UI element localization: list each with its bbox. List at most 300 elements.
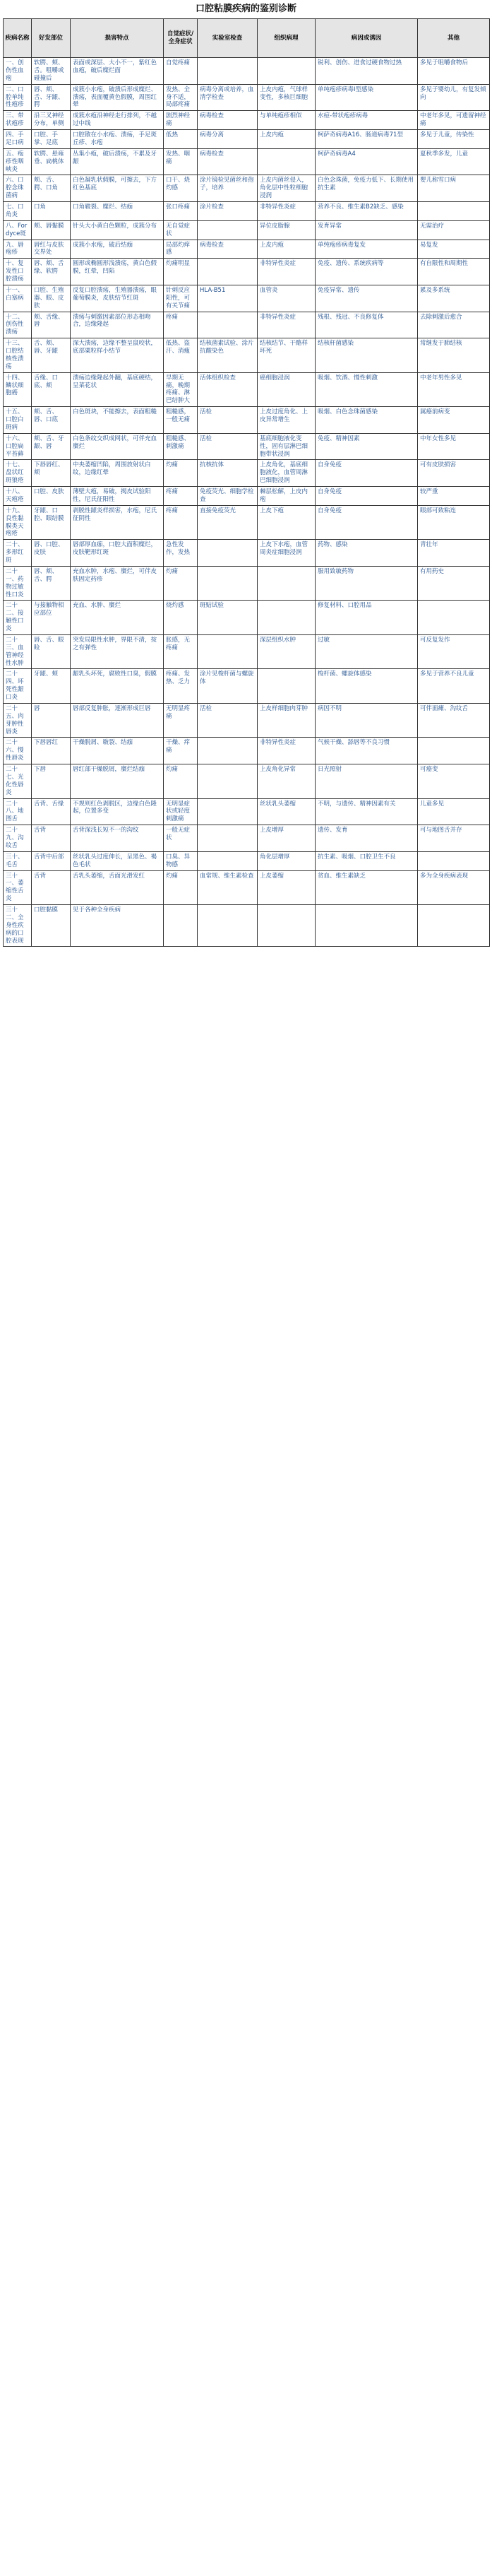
table-cell: 异位皮脂腺 xyxy=(258,220,316,240)
table-cell: 白色凝乳状假膜，可擦去，下方红色基底 xyxy=(71,175,164,202)
table-cell: 免疫异常、遗传 xyxy=(316,285,418,312)
table-cell: 成簇小水疱，破溃后形成糜烂、溃疡，表面覆黄色假膜，周围红晕 xyxy=(71,84,164,111)
table-cell: 三十一、萎缩性舌炎 xyxy=(4,870,32,905)
table-cell: 下唇 xyxy=(32,764,71,799)
table-cell: 口腔散在小水疱、溃疡，手足斑丘疹、水疱 xyxy=(71,130,164,149)
table-cell: 剧烈神经痛 xyxy=(164,111,198,130)
table-cell xyxy=(418,202,490,221)
table-cell: 有用药史 xyxy=(418,566,490,601)
table-cell: 舌缘、口底、颊 xyxy=(32,372,71,407)
table-cell: 下唇唇红 xyxy=(32,738,71,764)
table-cell: 有自限性和周期性 xyxy=(418,259,490,285)
table-row xyxy=(4,798,490,825)
table-row xyxy=(4,601,490,635)
table-cell: 气候干燥、舔唇等不良习惯 xyxy=(316,738,418,764)
table-cell: 二十六、慢性唇炎 xyxy=(4,738,32,764)
table-cell: 棘层松解，上皮内疱 xyxy=(258,487,316,506)
table-cell: 上皮下水疱，血管周炎症细胞浸润 xyxy=(258,540,316,567)
table-row xyxy=(4,338,490,373)
table-cell: 充血、水肿、糜烂 xyxy=(71,601,164,635)
table-cell: 七、口角炎 xyxy=(4,202,32,221)
table-cell: 无明显疼痛 xyxy=(164,703,198,738)
table-cell: 多为全身疾病表现 xyxy=(418,870,490,905)
table-cell xyxy=(198,220,258,240)
table-cell: 舌背深浅长短不一的沟纹 xyxy=(71,825,164,852)
table-cell: 唇部反复肿胀，逐渐形成巨唇 xyxy=(71,703,164,738)
table-cell: 上皮内疱，气球样变性，多核巨细胞 xyxy=(258,84,316,111)
table-cell xyxy=(198,312,258,338)
table-cell: 胀感，无疼痛 xyxy=(164,634,198,669)
table-cell: 中央萎缩凹陷，周围放射状白纹，边缘红晕 xyxy=(71,460,164,487)
table-cell: 属癌前病变 xyxy=(418,407,490,434)
table-cell: 丛集小疱，破后溃疡，不累及牙龈 xyxy=(71,148,164,175)
table-cell: 充血水肿，水疱、糜烂，可伴皮肤固定药疹 xyxy=(71,566,164,601)
table-cell: 病毒分离或培养，血清学检查 xyxy=(198,84,258,111)
table-row xyxy=(4,738,490,764)
table-cell: 与单纯疱疹相似 xyxy=(258,111,316,130)
table-cell: 丝状乳头过度伸长，呈黑色、褐色毛状 xyxy=(71,851,164,870)
table-cell: 二十二、接触性口炎 xyxy=(4,601,32,635)
table-cell: 涂片见梭杆菌与螺旋体 xyxy=(198,669,258,704)
table-row xyxy=(4,703,490,738)
table-cell: 十四、鳞状细胞癌 xyxy=(4,372,32,407)
table-row xyxy=(4,487,490,506)
table-cell: 活检 xyxy=(198,407,258,434)
table-cell: 梭杆菌、螺旋体感染 xyxy=(316,669,418,704)
table-cell: 口臭、异物感 xyxy=(164,851,198,870)
table-row xyxy=(4,870,490,905)
table-cell: 舌乳头萎缩，舌面光滑发红 xyxy=(71,870,164,905)
table-cell: 十一、白塞病 xyxy=(4,285,32,312)
table-cell xyxy=(198,905,258,947)
table-cell: 深大溃疡，边缘不整呈鼠咬状，底部粟粒样小结节 xyxy=(71,338,164,373)
table-cell: 颊、舌、唇、口底 xyxy=(32,407,71,434)
table-cell: 无需治疗 xyxy=(418,220,490,240)
table-cell: 急性发作，发热 xyxy=(164,540,198,567)
table-row xyxy=(4,130,490,149)
table-cell xyxy=(418,905,490,947)
table-cell: 一、创伤性血疱 xyxy=(4,58,32,85)
table-cell: 舌、颊、唇、牙龈 xyxy=(32,338,71,373)
table-cell: 四、手足口病 xyxy=(4,130,32,149)
table-cell: 水痘-带状疱疹病毒 xyxy=(316,111,418,130)
table-cell: 沿三叉神经分布，单侧 xyxy=(32,111,71,130)
table-cell: 唇 xyxy=(32,703,71,738)
table-cell: 颊、舌、腭、口角 xyxy=(32,175,71,202)
table-cell: 舌背中后部 xyxy=(32,851,71,870)
table-row xyxy=(4,175,490,202)
table-cell: 常继发于肺结核 xyxy=(418,338,490,373)
table-cell: 针刺反应阳性，可有关节痛 xyxy=(164,285,198,312)
table-row xyxy=(4,58,490,85)
table-row xyxy=(4,566,490,601)
table-cell xyxy=(418,601,490,635)
table-cell: 儿童多见 xyxy=(418,798,490,825)
table-cell: 血管炎 xyxy=(258,285,316,312)
table-cell xyxy=(258,669,316,704)
column-header: 其他 xyxy=(418,19,490,58)
table-cell: 残根、残冠、不良修复体 xyxy=(316,312,418,338)
table-cell: 口干、烧灼感 xyxy=(164,175,198,202)
table-cell: 成簇水疱沿神经走行排列，不越过中线 xyxy=(71,111,164,130)
table-cell: 上皮增厚 xyxy=(258,825,316,852)
table-cell: 白色斑块，不能擦去，表面粗糙 xyxy=(71,407,164,434)
table-cell: 烧灼感 xyxy=(164,601,198,635)
table-cell: 疼痛 xyxy=(164,312,198,338)
table-row xyxy=(4,905,490,947)
table-cell: 二、口腔单纯性疱疹 xyxy=(4,84,32,111)
table-cell xyxy=(418,851,490,870)
table-cell: 二十七、光化性唇炎 xyxy=(4,764,32,799)
table-row xyxy=(4,84,490,111)
table-cell xyxy=(164,905,198,947)
table-cell: 灼痛 xyxy=(164,566,198,601)
table-cell: 二十三、血管神经性水肿 xyxy=(4,634,32,669)
table-cell xyxy=(198,58,258,85)
table-cell: 服用致敏药物 xyxy=(316,566,418,601)
table-cell: 牙龈、颊 xyxy=(32,669,71,704)
table-cell: 与接触物相应部位 xyxy=(32,601,71,635)
table-cell: 口腔、手掌、足底 xyxy=(32,130,71,149)
table-cell: 柯萨奇病毒A4 xyxy=(316,148,418,175)
table-cell: 抗核抗体 xyxy=(198,460,258,487)
table-cell: 张口疼痛 xyxy=(164,202,198,221)
table-cell: 病毒检查 xyxy=(198,111,258,130)
table-cell: 唇、口腔、皮肤 xyxy=(32,540,71,567)
table-row xyxy=(4,634,490,669)
table-cell: 血常规、维生素检查 xyxy=(198,870,258,905)
table-cell xyxy=(418,738,490,764)
table-cell: 单纯疱疹病毒I型感染 xyxy=(316,84,418,111)
table-cell: 灼痛 xyxy=(164,764,198,799)
table-cell: 多见于咀嚼食物后 xyxy=(418,58,490,85)
table-row xyxy=(4,312,490,338)
table-cell: 牙龈、口腔、眼结膜 xyxy=(32,505,71,540)
table-cell: 颊、舌、牙龈、唇 xyxy=(32,433,71,460)
table-cell: 剥脱性龈炎样损害，水疱，尼氏征阴性 xyxy=(71,505,164,540)
column-header: 自觉症状/全身症状 xyxy=(164,19,198,58)
table-cell: 涂片镜检见菌丝和孢子，培养 xyxy=(198,175,258,202)
table-cell xyxy=(198,634,258,669)
table-cell: 基底细胞液化变性，固有层淋巴细胞带状浸润 xyxy=(258,433,316,460)
column-header: 疾病名称 xyxy=(4,19,32,58)
table-cell: 口腔黏膜 xyxy=(32,905,71,947)
table-cell: 上皮内疱 xyxy=(258,130,316,149)
table-cell: 三十、毛舌 xyxy=(4,851,32,870)
table-cell: 灼痛 xyxy=(164,870,198,905)
table-cell: 活检 xyxy=(198,433,258,460)
table-cell: 十七、盘状红斑狼疮 xyxy=(4,460,32,487)
table-cell: 十六、口腔扁平苔藓 xyxy=(4,433,32,460)
table-cell xyxy=(198,566,258,601)
table-cell: 唇红部干燥脱屑，糜烂结痂 xyxy=(71,764,164,799)
table-cell xyxy=(258,905,316,947)
table-cell: 中老年多见，可遗留神经痛 xyxy=(418,111,490,130)
table-row xyxy=(4,505,490,540)
table-cell: 青壮年 xyxy=(418,540,490,567)
table-cell: 多见于儿童，传染性 xyxy=(418,130,490,149)
table-cell: 角化层增厚 xyxy=(258,851,316,870)
table-cell: 二十五、肉芽肿性唇炎 xyxy=(4,703,32,738)
table-cell: 无自觉症状 xyxy=(164,220,198,240)
table-cell: 非特异性炎症 xyxy=(258,202,316,221)
table-cell: 唇部厚血痂，口腔大面积糜烂，皮肤靶形红斑 xyxy=(71,540,164,567)
table-cell: 药物、感染 xyxy=(316,540,418,567)
table-cell: 锐利、创伤、进食过硬食物过热 xyxy=(316,58,418,85)
table-cell: 口角 xyxy=(32,202,71,221)
table-cell: 上皮过度角化、上皮异常增生 xyxy=(258,407,316,434)
table-cell: 灼痛 xyxy=(164,460,198,487)
table-cell: 十八、天疱疮 xyxy=(4,487,32,506)
table-cell: 六、口腔念珠菌病 xyxy=(4,175,32,202)
table-row xyxy=(4,259,490,285)
table-cell xyxy=(316,905,418,947)
table-cell: 唇、颊、舌、牙龈、腭 xyxy=(32,84,71,111)
table-row xyxy=(4,407,490,434)
table-cell: 干燥脱屑、皲裂、结痂 xyxy=(71,738,164,764)
table-cell: 自身免疫 xyxy=(316,505,418,540)
table-cell: 唇、舌、眼睑 xyxy=(32,634,71,669)
table-cell: 多见于婴幼儿，有复发倾向 xyxy=(418,84,490,111)
table-cell: 口角皲裂、糜烂、结痂 xyxy=(71,202,164,221)
table-cell: 反复口腔溃疡，生殖器溃疡，眼葡萄膜炎，皮肤结节红斑 xyxy=(71,285,164,312)
table-cell: 发热、咽痛 xyxy=(164,148,198,175)
table-cell: 白色念珠菌，免疫力低下、长期使用抗生素 xyxy=(316,175,418,202)
table-cell: 三十二、全身性疾病的口腔表现 xyxy=(4,905,32,947)
table-cell: 易复发 xyxy=(418,240,490,259)
table-cell: 上皮内疱 xyxy=(258,240,316,259)
table-cell: 深层组织水肿 xyxy=(258,634,316,669)
table-cell: 累及多系统 xyxy=(418,285,490,312)
diagnosis-table xyxy=(3,18,490,947)
column-header: 损害特点 xyxy=(71,19,164,58)
table-cell: 发热、全身不适，局部疼痛 xyxy=(164,84,198,111)
table-cell: 十九、良性黏膜类天疱疮 xyxy=(4,505,32,540)
table-cell xyxy=(198,738,258,764)
table-cell: 可癌变 xyxy=(418,764,490,799)
table-cell: 日光照射 xyxy=(316,764,418,799)
table-cell: 较严重 xyxy=(418,487,490,506)
table-cell xyxy=(198,259,258,285)
table-row xyxy=(4,240,490,259)
table-cell: 突发局限性水肿，界限不清，按之有弹性 xyxy=(71,634,164,669)
table-cell xyxy=(258,148,316,175)
table-cell: 二十九、沟纹舌 xyxy=(4,825,32,852)
table-row xyxy=(4,220,490,240)
table-cell: 免疫、遗传、系统疾病等 xyxy=(316,259,418,285)
table-cell: 圆形或椭圆形浅溃疡，黄白色假膜，红晕，凹陷 xyxy=(71,259,164,285)
table-row xyxy=(4,460,490,487)
table-cell: 中老年男性多见 xyxy=(418,372,490,407)
table-cell: 直接免疫荧光 xyxy=(198,505,258,540)
table-cell: 病因不明 xyxy=(316,703,418,738)
table-cell: 低热、盗汗、消瘦 xyxy=(164,338,198,373)
table-cell: 遗传、发育 xyxy=(316,825,418,852)
table-cell xyxy=(198,825,258,852)
table-cell: 发育异常 xyxy=(316,220,418,240)
table-cell: 丝状乳头萎缩 xyxy=(258,798,316,825)
table-cell: 自觉疼痛 xyxy=(164,58,198,85)
table-row xyxy=(4,669,490,704)
table-cell: 上皮下疱 xyxy=(258,505,316,540)
table-cell: 早期无痛，晚期疼痛、淋巴结肿大 xyxy=(164,372,198,407)
table-cell xyxy=(198,798,258,825)
table-cell: 软腭、颊、舌。咀嚼或碰撞后 xyxy=(32,58,71,85)
table-cell: 粗糙感，一般无痛 xyxy=(164,407,198,434)
table-cell: 结核菌素试验、涂片抗酸染色 xyxy=(198,338,258,373)
column-header: 组织病理 xyxy=(258,19,316,58)
table-cell: 龈乳头坏死，腐败性口臭，假膜 xyxy=(71,669,164,704)
table-cell: 口腔、皮肤 xyxy=(32,487,71,506)
table-cell: 不规则红色剥脱区，边缘白色隆起，位置多变 xyxy=(71,798,164,825)
table-cell: 成簇小水疱，破后结痂 xyxy=(71,240,164,259)
table-cell: 营养不良、维生素B2缺乏、感染 xyxy=(316,202,418,221)
table-cell: 过敏 xyxy=(316,634,418,669)
table-cell: 上皮角化，基底细胞液化，血管周淋巴细胞浸润 xyxy=(258,460,316,487)
table-cell: 二十一、药物过敏性口炎 xyxy=(4,566,32,601)
table-cell: 眼部可致粘连 xyxy=(418,505,490,540)
table-cell: 口腔、生殖器、眼、皮肤 xyxy=(32,285,71,312)
table-cell: 八、Fordyce斑 xyxy=(4,220,32,240)
table-cell: 二十八、地图舌 xyxy=(4,798,32,825)
table-cell: 疼痛、发热、乏力 xyxy=(164,669,198,704)
table-cell: 病毒分离 xyxy=(198,130,258,149)
table-row xyxy=(4,285,490,312)
table-cell: 表面或深层、大小不一，紫红色血疱，破后糜烂面 xyxy=(71,58,164,85)
table-row xyxy=(4,540,490,567)
table-cell: 三、带状疱疹 xyxy=(4,111,32,130)
table-cell: 非特异性炎症 xyxy=(258,738,316,764)
table-cell: 可有皮肤损害 xyxy=(418,460,490,487)
table-cell: 溃疡边缘隆起外翻，基底硬结，呈菜花状 xyxy=(71,372,164,407)
table-cell: 免疫、精神因素 xyxy=(316,433,418,460)
table-cell: 结核杆菌感染 xyxy=(316,338,418,373)
table-cell: 灼痛明显 xyxy=(164,259,198,285)
table-cell: 自身免疫 xyxy=(316,460,418,487)
table-cell: 舌背 xyxy=(32,870,71,905)
table-cell: 五、疱疹性咽峡炎 xyxy=(4,148,32,175)
table-cell: 疼痛 xyxy=(164,505,198,540)
table-cell: 非特异性炎症 xyxy=(258,259,316,285)
table-cell: 一般无症状 xyxy=(164,825,198,852)
table-cell: 上皮样细胞肉芽肿 xyxy=(258,703,316,738)
table-cell: 上皮内菌丝侵入，角化层中性粒细胞浸润 xyxy=(258,175,316,202)
table-cell: 针头大小黄白色颗粒，成簇分布 xyxy=(71,220,164,240)
table-cell: 去除刺激后愈合 xyxy=(418,312,490,338)
table-cell: 斑贴试验 xyxy=(198,601,258,635)
table-cell: 活体组织检查 xyxy=(198,372,258,407)
table-cell: 十二、创伤性溃疡 xyxy=(4,312,32,338)
table-cell xyxy=(258,566,316,601)
table-cell: 舌背、舌缘 xyxy=(32,798,71,825)
table-cell: 唇红与皮肤交界处 xyxy=(32,240,71,259)
table-row xyxy=(4,825,490,852)
table-cell: 薄壁大疱，易破，揭皮试验阳性，尼氏征阳性 xyxy=(71,487,164,506)
table-cell: 上皮角化异常 xyxy=(258,764,316,799)
table-cell: 唇、颊、舌缘、软腭 xyxy=(32,259,71,285)
table-cell xyxy=(258,601,316,635)
table-cell: 修复材料、口腔用品 xyxy=(316,601,418,635)
table-cell: 可反复发作 xyxy=(418,634,490,669)
table-row xyxy=(4,111,490,130)
table-cell: 可与地图舌并存 xyxy=(418,825,490,852)
table-cell: 粗糙感、刺激痛 xyxy=(164,433,198,460)
table-cell: 疼痛 xyxy=(164,487,198,506)
table-cell: 软腭、悬雍垂、扁桃体 xyxy=(32,148,71,175)
table-cell: 局部灼痒感 xyxy=(164,240,198,259)
table-header-row xyxy=(4,19,490,58)
table-row xyxy=(4,148,490,175)
table-cell: 非特异性炎症 xyxy=(258,312,316,338)
table-cell xyxy=(198,764,258,799)
table-cell: 病毒检查 xyxy=(198,148,258,175)
table-cell: 结核结节、干酪样坏死 xyxy=(258,338,316,373)
table-cell: 无明显症状或轻度刺激痛 xyxy=(164,798,198,825)
table-cell: 舌背 xyxy=(32,825,71,852)
table-cell: 溃疡与刺激因素部位形态相吻合，边缘隆起 xyxy=(71,312,164,338)
table-cell: 唇、颊、舌、腭 xyxy=(32,566,71,601)
table-cell: 干燥、痒痛 xyxy=(164,738,198,764)
table-cell: 上皮萎缩 xyxy=(258,870,316,905)
table-row xyxy=(4,372,490,407)
table-cell: 夏秋季多发，儿童 xyxy=(418,148,490,175)
table-cell: 抗生素、吸烟、口腔卫生不良 xyxy=(316,851,418,870)
table-cell: 颊、舌缘、唇 xyxy=(32,312,71,338)
table-cell xyxy=(198,540,258,567)
table-cell: 不明，与遗传、精神因素有关 xyxy=(316,798,418,825)
table-cell xyxy=(198,851,258,870)
table-cell: 免疫荧光、细胞学检查 xyxy=(198,487,258,506)
table-cell: 白色条纹交织成网状，可伴充血糜烂 xyxy=(71,433,164,460)
table-row xyxy=(4,433,490,460)
table-cell: 可伴面瘫、沟纹舌 xyxy=(418,703,490,738)
table-cell: 单纯疱疹病毒复发 xyxy=(316,240,418,259)
table-cell: 二十、多形红斑 xyxy=(4,540,32,567)
table-cell: 下唇唇红、颊 xyxy=(32,460,71,487)
table-cell: 婴儿称雪口病 xyxy=(418,175,490,202)
table-cell: 中年女性多见 xyxy=(418,433,490,460)
document-title: 口腔粘膜疾病的鉴别诊断 xyxy=(195,4,296,14)
table-cell: 活检 xyxy=(198,703,258,738)
table-cell: 多见于营养不良儿童 xyxy=(418,669,490,704)
table-cell: 见于各种全身疾病 xyxy=(71,905,164,947)
table-cell: 病毒检查 xyxy=(198,240,258,259)
table-cell: 颊、唇黏膜 xyxy=(32,220,71,240)
table-row xyxy=(4,851,490,870)
table-row xyxy=(4,202,490,221)
table-cell: 十三、口腔结核性溃疡 xyxy=(4,338,32,373)
table-cell: 贫血、维生素缺乏 xyxy=(316,870,418,905)
column-header: 好发部位 xyxy=(32,19,71,58)
table-cell: 十五、口腔白斑病 xyxy=(4,407,32,434)
table-body xyxy=(4,58,490,947)
table-cell: HLA-B51 xyxy=(198,285,258,312)
table-cell: 吸烟、饮酒、慢性刺激 xyxy=(316,372,418,407)
table-row xyxy=(4,764,490,799)
table-cell: 十、复发性口腔溃疡 xyxy=(4,259,32,285)
table-cell: 吸烟、白色念珠菌感染 xyxy=(316,407,418,434)
table-cell: 自身免疫 xyxy=(316,487,418,506)
table-cell: 低热 xyxy=(164,130,198,149)
table-cell xyxy=(258,58,316,85)
table-cell: 柯萨奇病毒A16、肠道病毒71型 xyxy=(316,130,418,149)
column-header: 实验室检查 xyxy=(198,19,258,58)
column-header: 病因或诱因 xyxy=(316,19,418,58)
table-cell: 癌细胞浸润 xyxy=(258,372,316,407)
table-cell: 二十四、坏死性龈口炎 xyxy=(4,669,32,704)
table-cell: 九、唇疱疹 xyxy=(4,240,32,259)
table-cell: 涂片检查 xyxy=(198,202,258,221)
